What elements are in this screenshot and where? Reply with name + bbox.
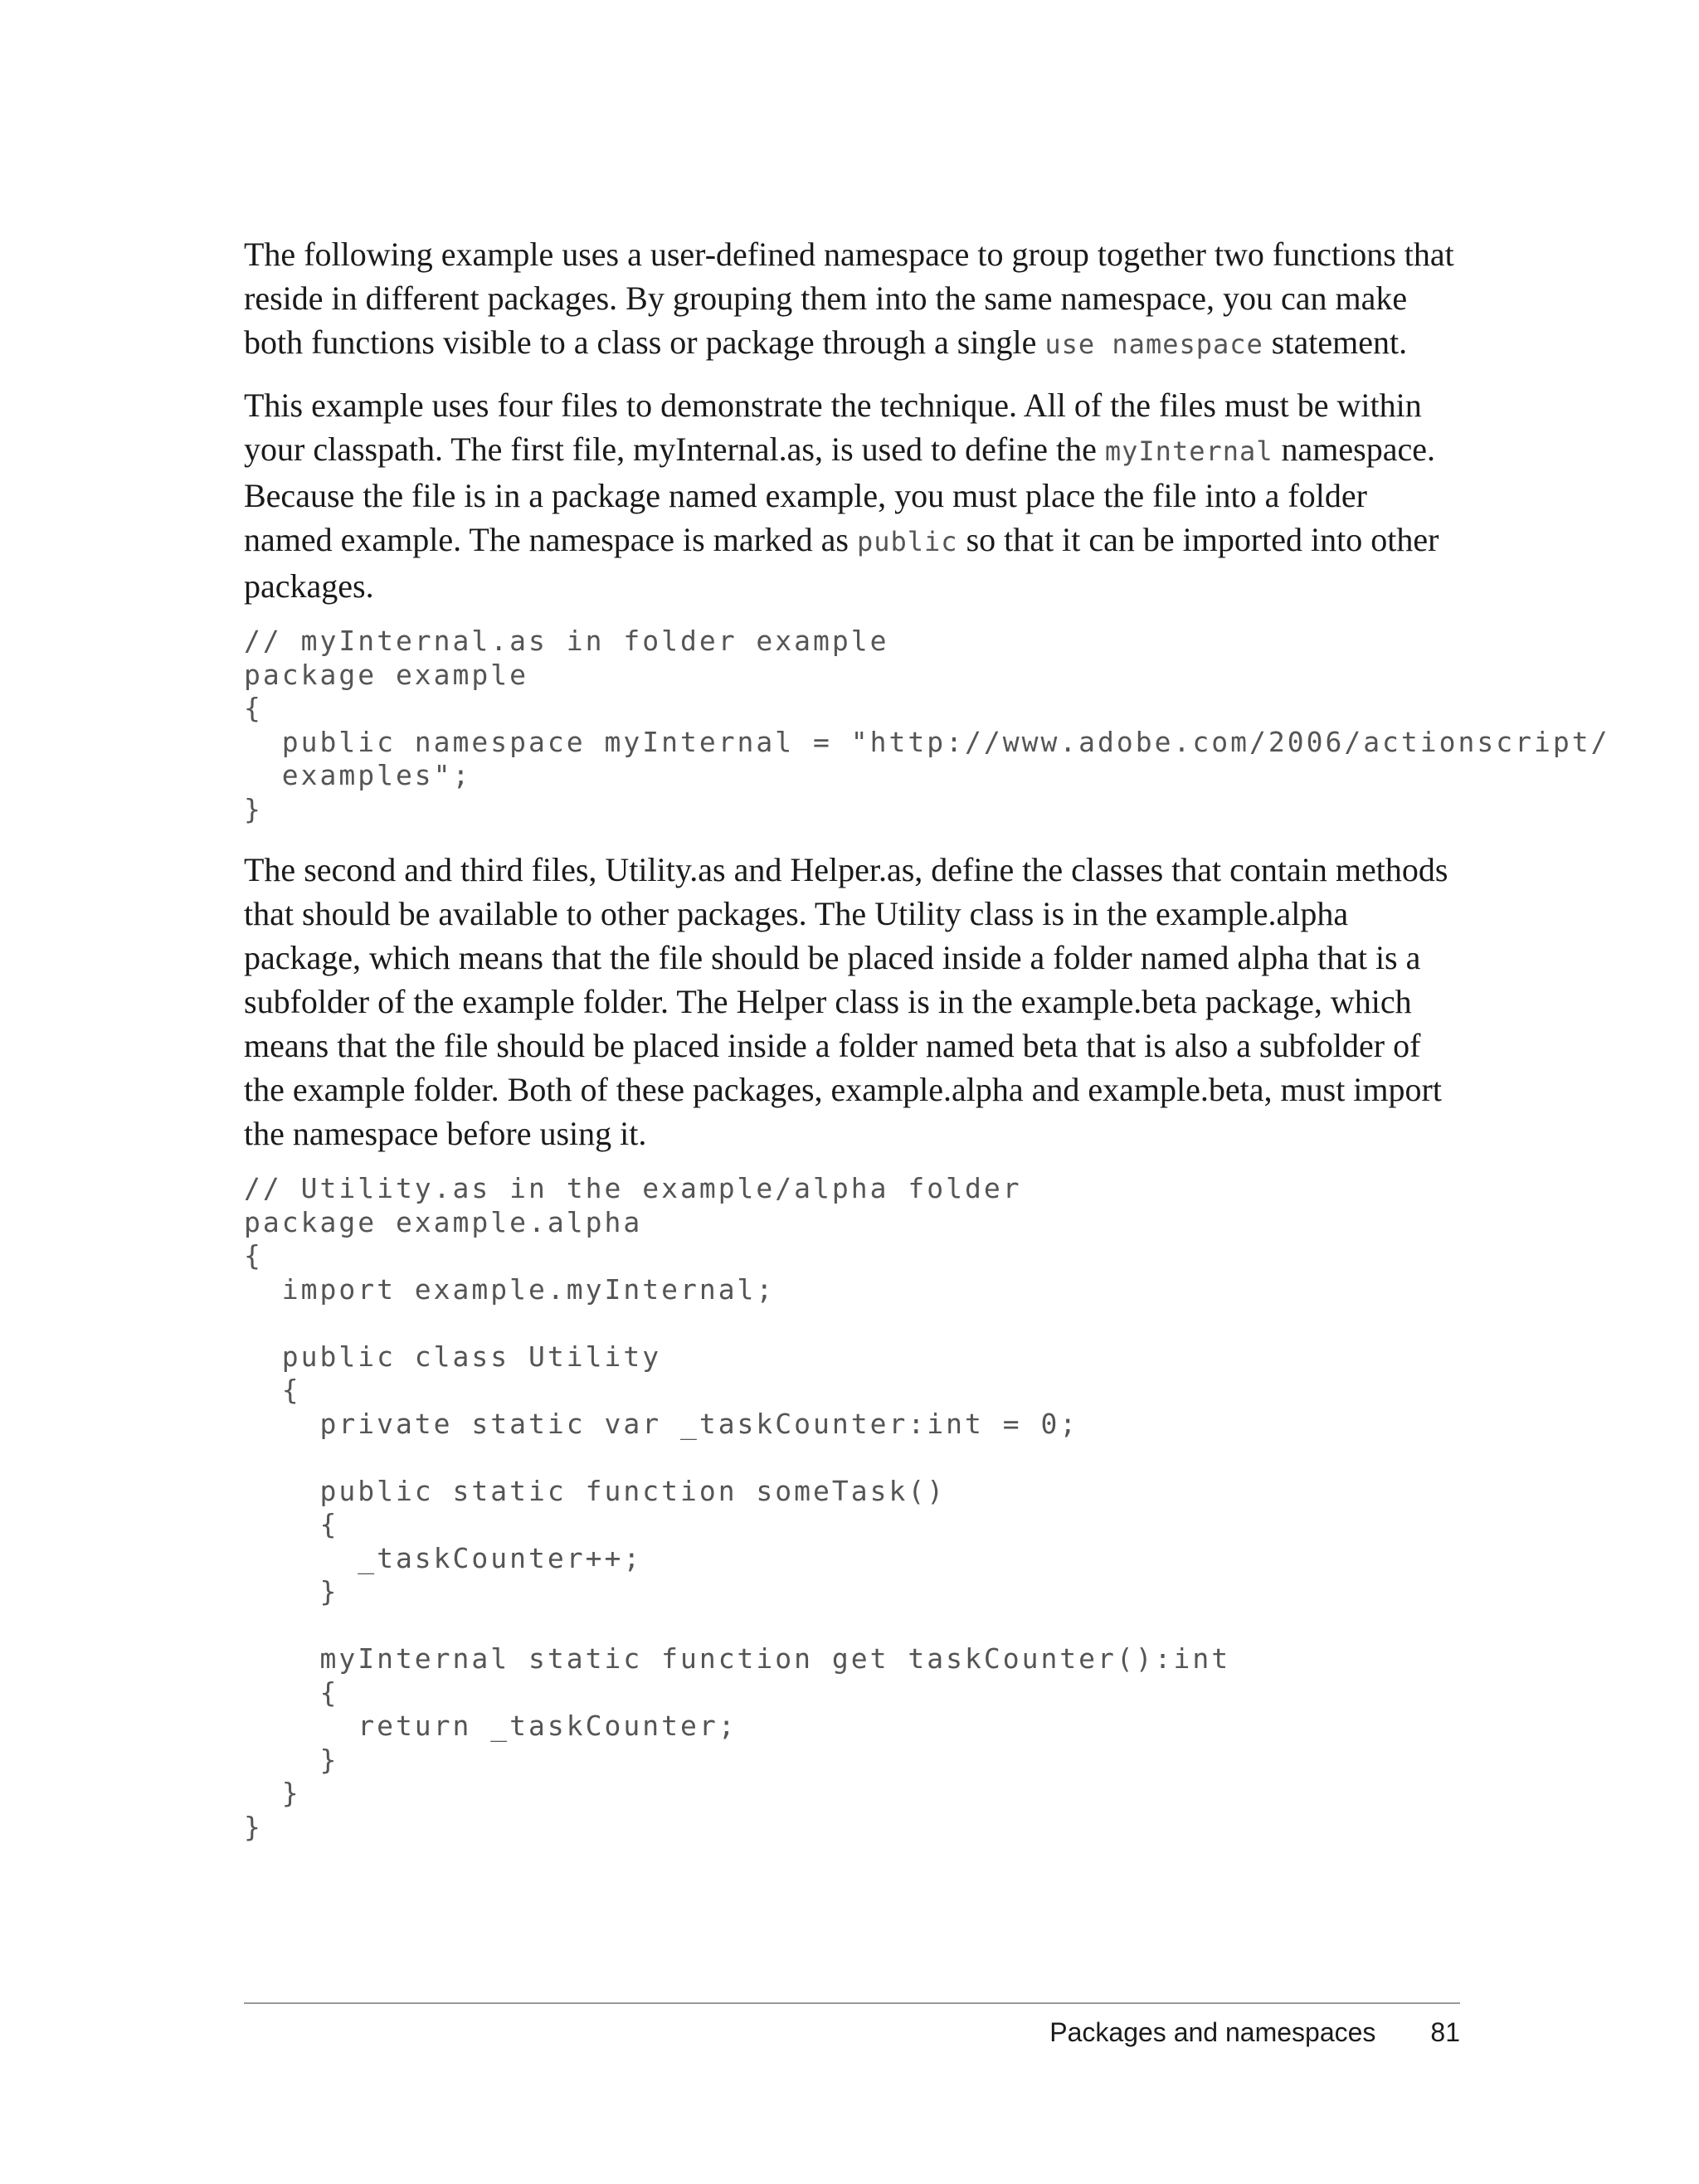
paragraph-text: This example uses four files to demonstrate the technique. All of the files must be within your classpath. The first file, myInternal.as, is used to define the — [244, 387, 1422, 468]
page-footer — [244, 2002, 1460, 2047]
paragraph-intro — [244, 232, 1460, 367]
footer-section-title: Packages and namespaces — [1049, 2017, 1376, 2047]
code-block-utility: // Utility.as in the example/alpha folder package example.alpha { import example.myInternal; public class Utility { private static var _taskCounter:int = 0; public static function someTask() { _taskCounter++; } myInternal static function get taskCounter():int { return _taskCounter; } } } — [244, 1172, 1231, 1843]
paragraph-text: The following example uses a user-defined namespace to group together two functions that reside in different packages. By grouping them into the same namespace, you can make both functions visible to a class or package through a single — [244, 236, 1454, 361]
footer-divider — [244, 2002, 1460, 2004]
page-number: 81 — [1430, 2017, 1460, 2047]
paragraph-files — [244, 383, 1460, 608]
paragraph-text: namespace. Because the file is in a package named example, you must place the file into a folder named example. The namespace is marked as — [244, 430, 1435, 558]
page-content — [244, 232, 1610, 1865]
code-block-myinternal: // myInternal.as in folder example package example { public namespace myInternal = "http://www.adobe.com/2006/actionscript/ examples"; } — [244, 625, 1610, 825]
inline-code: public — [856, 526, 958, 557]
paragraph-text: statement. — [1263, 323, 1408, 361]
paragraph-text: so that it can be imported into other packages. — [244, 521, 1439, 605]
inline-code: myInternal — [1104, 435, 1273, 467]
footer-text — [1049, 2017, 1460, 2048]
paragraph-utility-helper: The second and third files, Utility.as and Helper.as, define the classes that contain methods that should be available to other packages. The Utility class is in the example.alpha package, which means that the file should be placed inside a folder named alpha that is a subfolder of the example folder. The Helper class is in the example.beta package, which means that the file should be placed inside a folder named beta that is also a subfolder of the example folder. Both of these packages, example.alpha and example.beta, must import the namespace before using it. — [244, 851, 1448, 1152]
inline-code: use namespace — [1044, 328, 1263, 360]
